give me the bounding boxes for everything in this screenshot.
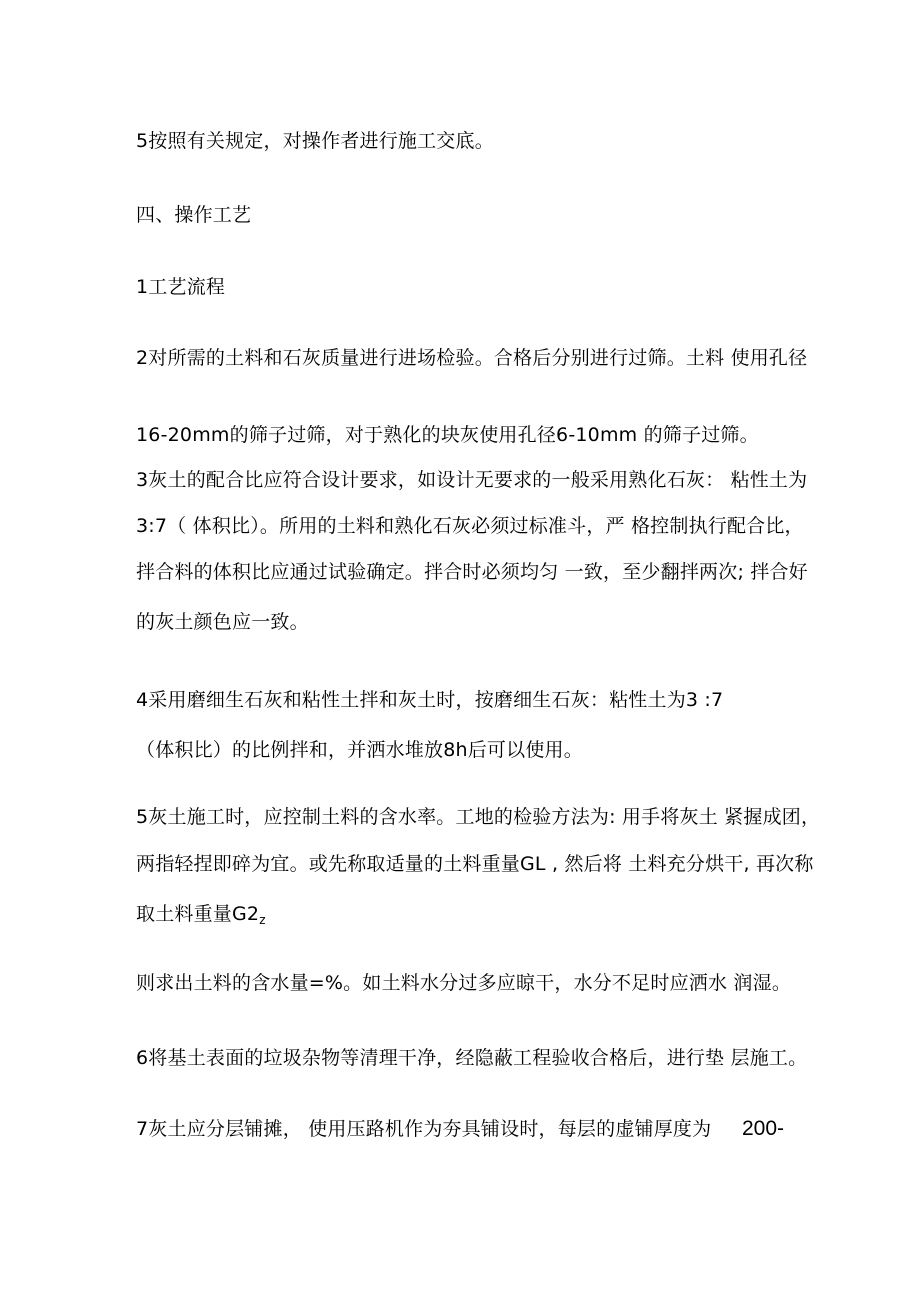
paragraph-line-14 [136,899,266,935]
subscript-text: z [259,913,266,927]
paragraph-line-17-end: 200- [741,1117,784,1140]
paragraph-line-16: 6将基土表面的垃圾杂物等清理干净，经隐蔽工程验收合格后，进行垫 层施工。 [136,1047,808,1069]
paragraph-line-8: 拌合料的体积比应通过试验确定。拌合时必须均匀 一致，至少翻拌两次; 拌合好 [136,561,808,583]
paragraph-line-5: 16-20mm的筛子过筛，对于熟化的块灰使用孔径6-10mm 的筛子过筛。 [136,424,759,446]
section-heading: 四、操作工艺 [136,204,252,226]
paragraph-line-14-text: 取土料重量G2 [136,903,260,925]
paragraph-line-15: 则求出土料的含水量=%。如土料水分过多应晾干，水分不足时应洒水 润湿。 [136,972,792,994]
paragraph-line-17: 7灰土应分层铺摊， 使用压路机作为夯具铺设时，每层的虚铺厚度为 [136,1118,712,1140]
paragraph-line-9: 的灰土颜色应一致。 [136,611,309,633]
paragraph-line-13: 两指轻捏即碎为宜。或先称取适量的土料重量GL , 然后将 土料充分烘干, 再次称 [136,853,814,875]
paragraph-line-11: （体积比）的比例拌和，并洒水堆放8h后可以使用。 [136,739,583,761]
paragraph-line-10: 4采用磨细生石灰和粘性土拌和灰土时，按磨细生石灰：粘性土为3 :7 [136,689,724,711]
paragraph-line-1: 5按照有关规定，对操作者进行施工交底。 [136,130,494,152]
paragraph-line-12: 5灰土施工时，应控制土料的含水率。工地的检验方法为: 用手将灰土 紧握成团， [136,806,821,828]
paragraph-line-4: 2对所需的土料和石灰质量进行进场检验。合格后分别进行过筛。土料 使用孔径 [136,347,808,369]
paragraph-line-6: 3灰土的配合比应符合设计要求，如设计无要求的一般采用熟化石灰： 粘性土为 [136,469,808,491]
paragraph-line-3: 1工艺流程 [136,276,226,298]
paragraph-line-7: 3:7（ 体积比）。所用的土料和熟化石灰必须过标准斗，严 格控制执行配合比， [136,515,804,537]
